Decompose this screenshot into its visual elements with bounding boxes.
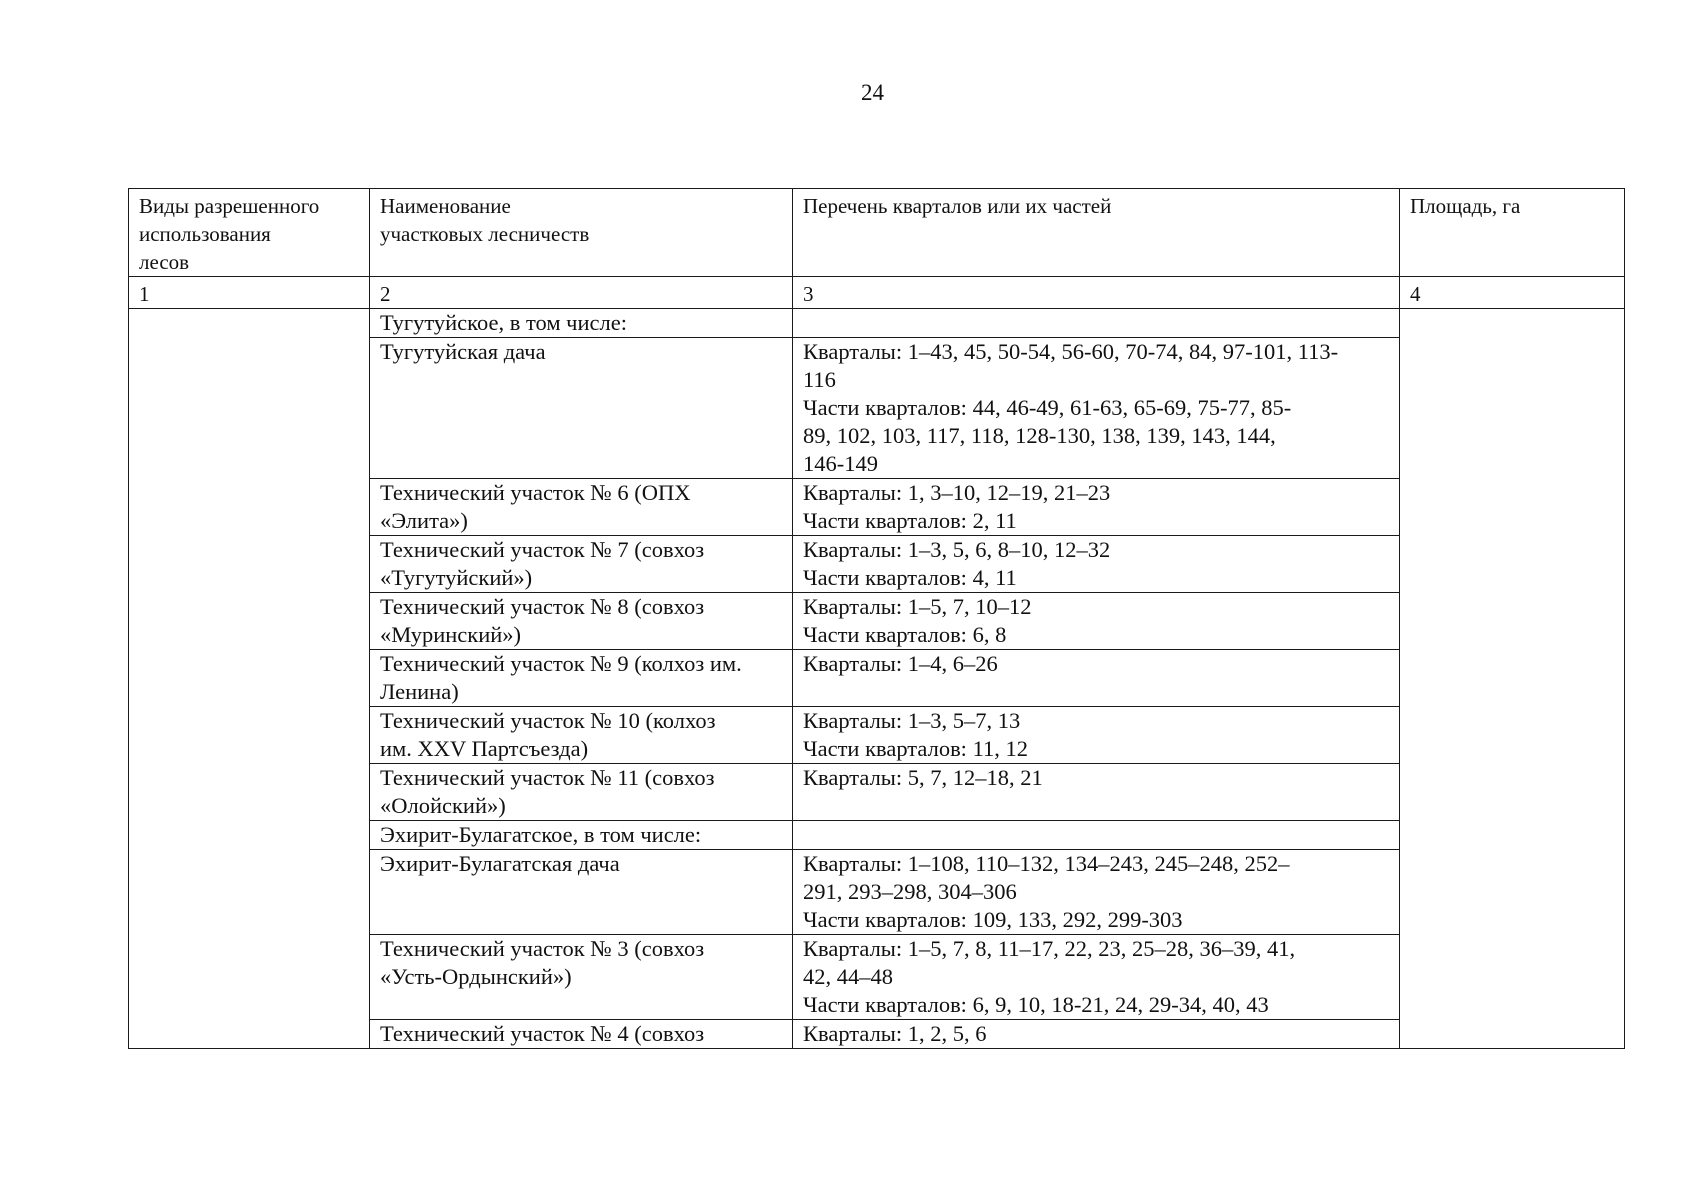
quarters-line: Части кварталов: 11, 12 xyxy=(803,736,1028,761)
quarters-line: 291, 293–298, 304–306 xyxy=(803,879,1017,904)
district-name-cell xyxy=(370,479,793,536)
district-name-cell xyxy=(370,650,793,707)
quarters-cell xyxy=(793,764,1400,821)
district-name-line: Эхирит-Булагатская дача xyxy=(380,851,620,876)
quarters-line: Кварталы: 1–3, 5, 6, 8–10, 12–32 xyxy=(803,537,1111,562)
header-line: Наименование xyxy=(380,194,511,218)
district-name-cell xyxy=(370,593,793,650)
quarters-cell xyxy=(793,309,1400,338)
district-name-line: Технический участок № 10 (колхоз xyxy=(380,708,716,733)
quarters-line: Части кварталов: 4, 11 xyxy=(803,565,1017,590)
quarters-line: Части кварталов: 2, 11 xyxy=(803,508,1017,533)
district-name-line: «Элита») xyxy=(380,508,468,533)
header-line: лесов xyxy=(139,250,190,274)
district-name-line: Тугутуйское, в том числе: xyxy=(380,310,627,335)
forest-quarters-table xyxy=(128,188,1625,1049)
quarters-line: Кварталы: 1–108, 110–132, 134–243, 245–248, 252– xyxy=(803,851,1290,876)
quarters-line: Части кварталов: 6, 9, 10, 18-21, 24, 29-34, 40, 43 xyxy=(803,992,1269,1017)
quarters-line: Кварталы: 1–5, 7, 10–12 xyxy=(803,594,1032,619)
district-name-line: Тугутуйская дача xyxy=(380,339,546,364)
header-line: Перечень кварталов или их частей xyxy=(803,194,1112,218)
quarters-cell xyxy=(793,536,1400,593)
quarters-cell xyxy=(793,707,1400,764)
column-number: 2 xyxy=(370,277,793,309)
header-forest-use-types xyxy=(129,189,370,277)
district-name-line: Эхирит-Булагатское, в том числе: xyxy=(380,822,702,847)
quarters-line: Кварталы: 1–4, 6–26 xyxy=(803,651,998,676)
district-name-cell xyxy=(370,309,793,338)
district-name-line: Технический участок № 8 (совхоз xyxy=(380,594,705,619)
district-name-line: «Муринский») xyxy=(380,622,522,647)
quarters-line: Кварталы: 1, 3–10, 12–19, 21–23 xyxy=(803,480,1111,505)
quarters-line: Части кварталов: 6, 8 xyxy=(803,622,1007,647)
quarters-cell xyxy=(793,650,1400,707)
district-name-line: Технический участок № 6 (ОПХ xyxy=(380,480,691,505)
district-name-cell xyxy=(370,764,793,821)
header-quarters-list xyxy=(793,189,1400,277)
table-row xyxy=(129,309,1625,338)
quarters-line: Кварталы: 1–43, 45, 50-54, 56-60, 70-74, 84, 97-101, 113- xyxy=(803,339,1339,364)
quarters-cell xyxy=(793,338,1400,479)
district-name-cell xyxy=(370,850,793,935)
quarters-cell xyxy=(793,821,1400,850)
quarters-cell xyxy=(793,1020,1400,1049)
forest-use-type-cell xyxy=(129,309,370,1049)
quarters-cell xyxy=(793,479,1400,536)
area-cell xyxy=(1400,309,1625,1049)
district-name-line: «Тугутуйский») xyxy=(380,565,533,590)
page-number: 24 xyxy=(861,80,884,105)
header-row xyxy=(129,189,1625,277)
column-number: 4 xyxy=(1400,277,1625,309)
district-name-line: Технический участок № 3 (совхоз xyxy=(380,936,705,961)
column-number-row xyxy=(129,277,1625,309)
district-name-line: Технический участок № 9 (колхоз им. xyxy=(380,651,742,676)
quarters-line: 42, 44–48 xyxy=(803,964,893,989)
district-name-line: Ленина) xyxy=(380,679,459,704)
column-number: 1 xyxy=(129,277,370,309)
district-name-line: Технический участок № 4 (совхоз xyxy=(380,1021,705,1046)
header-line: Виды разрешенного xyxy=(139,194,320,218)
district-name-cell xyxy=(370,338,793,479)
header-district-forestries xyxy=(370,189,793,277)
quarters-line: 146-149 xyxy=(803,451,878,476)
header-area xyxy=(1400,189,1625,277)
quarters-line: Кварталы: 5, 7, 12–18, 21 xyxy=(803,765,1043,790)
district-name-line: Технический участок № 11 (совхоз xyxy=(380,765,715,790)
district-name-cell xyxy=(370,821,793,850)
district-name-line: «Олойский») xyxy=(380,793,506,818)
district-name-line: им. XXV Партсъезда) xyxy=(380,736,589,761)
quarters-cell xyxy=(793,593,1400,650)
district-name-cell xyxy=(370,1020,793,1049)
district-name-cell xyxy=(370,536,793,593)
quarters-line: 89, 102, 103, 117, 118, 128-130, 138, 139, 143, 144, xyxy=(803,423,1276,448)
quarters-line: Кварталы: 1, 2, 5, 6 xyxy=(803,1021,987,1046)
quarters-line: Части кварталов: 44, 46-49, 61-63, 65-69, 75-77, 85- xyxy=(803,395,1292,420)
quarters-line: Кварталы: 1–3, 5–7, 13 xyxy=(803,708,1021,733)
header-line: Площадь, га xyxy=(1410,194,1521,218)
district-name-cell xyxy=(370,707,793,764)
header-line: участковых лесничеств xyxy=(380,222,590,246)
quarters-line: Части кварталов: 109, 133, 292, 299-303 xyxy=(803,907,1183,932)
column-number: 3 xyxy=(793,277,1400,309)
header-line: использования xyxy=(139,222,271,246)
district-name-cell xyxy=(370,935,793,1020)
quarters-cell xyxy=(793,850,1400,935)
quarters-line: Кварталы: 1–5, 7, 8, 11–17, 22, 23, 25–28, 36–39, 41, xyxy=(803,936,1296,961)
quarters-cell xyxy=(793,935,1400,1020)
district-name-line: Технический участок № 7 (совхоз xyxy=(380,537,705,562)
quarters-line: 116 xyxy=(803,367,836,392)
district-name-line: «Усть-Ордынский») xyxy=(380,964,572,989)
